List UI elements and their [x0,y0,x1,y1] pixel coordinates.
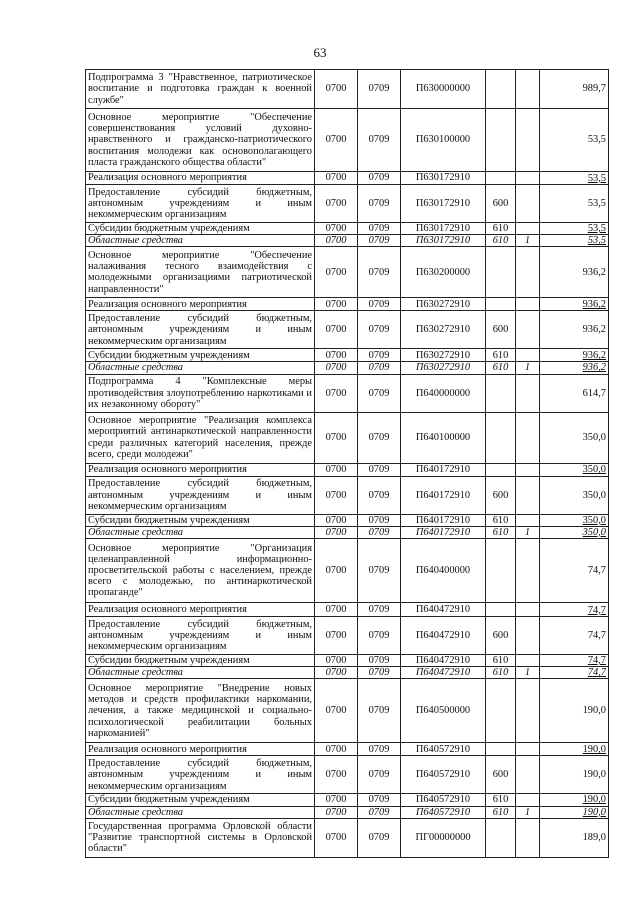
table-row [86,756,609,794]
subsection-code: 0709 [358,526,401,538]
section-code: 0700 [315,756,358,794]
table-row [86,679,609,743]
subsection-code: 0709 [358,756,401,794]
expense-type-code: 610 [486,514,516,526]
target-article-code: П640500000 [401,679,486,743]
amount: 936,2 [540,247,609,298]
row-name: Основное мероприятие "Реализация комплекса мероприятий антинаркотической направленности среди различных категорий населения, прежде всего, среди молодежи" [86,412,315,463]
table-row [86,172,609,185]
section-code: 0700 [315,412,358,463]
table-row [86,476,609,514]
subsection-code: 0709 [358,539,401,603]
target-article-code: П630200000 [401,247,486,298]
section-code: 0700 [315,743,358,756]
expense-type-code [486,539,516,603]
target-article-code: П640572910 [401,743,486,756]
expense-type-code [486,679,516,743]
subsection-code: 0709 [358,235,401,247]
row-name: Областные средства [86,235,315,247]
page-number: 63 [313,45,327,60]
subsection-code: 0709 [358,374,401,412]
row-name: Областные средства [86,806,315,818]
amount: 53,5 [540,223,609,235]
table-row [86,298,609,311]
subsection-code: 0709 [358,617,401,655]
funding-source-code [516,349,540,362]
funding-source-code [516,172,540,185]
subsection-code: 0709 [358,298,401,311]
amount: 936,2 [540,311,609,349]
amount: 989,7 [540,70,609,109]
expense-type-code: 600 [486,756,516,794]
section-code: 0700 [315,655,358,667]
expense-type-code [486,70,516,109]
target-article-code: П630272910 [401,298,486,311]
amount: 190,0 [540,794,609,806]
funding-source-code [516,109,540,172]
subsection-code: 0709 [358,247,401,298]
expense-type-code: 610 [486,655,516,667]
table-row [86,655,609,667]
expense-type-code: 600 [486,311,516,349]
amount: 936,2 [540,349,609,362]
subsection-code: 0709 [358,818,401,857]
expense-type-code: 610 [486,235,516,247]
target-article-code: П630272910 [401,362,486,374]
section-code: 0700 [315,539,358,603]
amount: 53,5 [540,185,609,223]
table-row [86,539,609,603]
subsection-code: 0709 [358,311,401,349]
row-name: Подпрограмма 4 "Комплексные меры противодействия злоупотреблению наркотиками и их незаконному обороту" [86,374,315,412]
section-code: 0700 [315,667,358,679]
subsection-code: 0709 [358,806,401,818]
section-code: 0700 [315,235,358,247]
expense-type-code: 610 [486,526,516,538]
subsection-code: 0709 [358,667,401,679]
target-article-code: П630100000 [401,109,486,172]
row-name: Реализация основного мероприятия [86,743,315,756]
subsection-code: 0709 [358,476,401,514]
expense-type-code [486,412,516,463]
row-name: Реализация основного мероприятия [86,172,315,185]
funding-source-code [516,539,540,603]
amount: 350,0 [540,526,609,538]
budget-table-body [86,70,609,858]
section-code: 0700 [315,818,358,857]
target-article-code: П630172910 [401,185,486,223]
funding-source-code [516,603,540,617]
section-code: 0700 [315,526,358,538]
section-code: 0700 [315,603,358,617]
amount: 74,7 [540,603,609,617]
amount: 53,5 [540,235,609,247]
funding-source-code [516,247,540,298]
target-article-code: П640472910 [401,603,486,617]
section-code: 0700 [315,70,358,109]
expense-type-code [486,247,516,298]
section-code: 0700 [315,463,358,476]
table-row [86,349,609,362]
section-code: 0700 [315,362,358,374]
table-row [86,806,609,818]
funding-source-code [516,463,540,476]
table-row [86,818,609,857]
subsection-code: 0709 [358,794,401,806]
row-name: Основное мероприятие "Организация целенаправленной информационно-просветительской работы с населением, прежде всего с молодежью, по антинаркотической пропаганде" [86,539,315,603]
target-article-code: П640572910 [401,794,486,806]
budget-table [85,69,609,858]
funding-source-code [516,476,540,514]
amount: 189,0 [540,818,609,857]
table-row [86,412,609,463]
table-row [86,743,609,756]
section-code: 0700 [315,349,358,362]
section-code: 0700 [315,172,358,185]
table-row [86,235,609,247]
subsection-code: 0709 [358,109,401,172]
funding-source-code: 1 [516,362,540,374]
expense-type-code [486,603,516,617]
amount: 190,0 [540,806,609,818]
subsection-code: 0709 [358,185,401,223]
funding-source-code [516,794,540,806]
target-article-code: П640172910 [401,526,486,538]
target-article-code: П630172910 [401,235,486,247]
table-row [86,603,609,617]
row-name: Предоставление субсидий бюджетным, автономным учреждениям и иным некоммерческим организациям [86,476,315,514]
amount: 190,0 [540,679,609,743]
table-row [86,374,609,412]
funding-source-code [516,655,540,667]
row-name: Основное мероприятие "Обеспечение совершенствования условий духовно-нравственного и гражданско-патриотического воспитания молодежи как основополагающего пласта гражданского общества области" [86,109,315,172]
table-row [86,514,609,526]
row-name: Предоставление субсидий бюджетным, автономным учреждениям и иным некоммерческим организациям [86,311,315,349]
expense-type-code: 610 [486,806,516,818]
funding-source-code [516,374,540,412]
target-article-code: П640400000 [401,539,486,603]
target-article-code: ПГ00000000 [401,818,486,857]
funding-source-code [516,311,540,349]
funding-source-code [516,514,540,526]
table-row [86,311,609,349]
table-row [86,109,609,172]
target-article-code: П640100000 [401,412,486,463]
table-row [86,667,609,679]
section-code: 0700 [315,679,358,743]
row-name: Областные средства [86,526,315,538]
expense-type-code: 600 [486,617,516,655]
amount: 350,0 [540,463,609,476]
target-article-code: П640472910 [401,667,486,679]
expense-type-code: 600 [486,185,516,223]
subsection-code: 0709 [358,172,401,185]
amount: 190,0 [540,743,609,756]
section-code: 0700 [315,617,358,655]
expense-type-code [486,463,516,476]
row-name: Реализация основного мероприятия [86,463,315,476]
row-name: Предоставление субсидий бюджетным, автономным учреждениям и иным некоммерческим организациям [86,185,315,223]
table-row [86,617,609,655]
row-name: Субсидии бюджетным учреждениям [86,514,315,526]
amount: 74,7 [540,655,609,667]
expense-type-code: 610 [486,794,516,806]
subsection-code: 0709 [358,223,401,235]
amount: 936,2 [540,298,609,311]
expense-type-code: 610 [486,667,516,679]
table-row [86,185,609,223]
target-article-code: П630272910 [401,349,486,362]
expense-type-code: 600 [486,476,516,514]
target-article-code: П630272910 [401,311,486,349]
row-name: Областные средства [86,667,315,679]
section-code: 0700 [315,374,358,412]
funding-source-code [516,679,540,743]
subsection-code: 0709 [358,514,401,526]
row-name: Субсидии бюджетным учреждениям [86,223,315,235]
table-row [86,247,609,298]
row-name: Реализация основного мероприятия [86,298,315,311]
target-article-code: П630000000 [401,70,486,109]
amount: 614,7 [540,374,609,412]
subsection-code: 0709 [358,412,401,463]
section-code: 0700 [315,185,358,223]
subsection-code: 0709 [358,349,401,362]
amount: 74,7 [540,667,609,679]
expense-type-code: 610 [486,223,516,235]
expense-type-code [486,818,516,857]
table-row [86,526,609,538]
funding-source-code [516,756,540,794]
row-name: Субсидии бюджетным учреждениям [86,655,315,667]
funding-source-code [516,617,540,655]
funding-source-code: 1 [516,667,540,679]
expense-type-code [486,743,516,756]
section-code: 0700 [315,476,358,514]
funding-source-code [516,818,540,857]
amount: 74,7 [540,617,609,655]
subsection-code: 0709 [358,70,401,109]
subsection-code: 0709 [358,603,401,617]
funding-source-code [516,70,540,109]
section-code: 0700 [315,223,358,235]
target-article-code: П640572910 [401,806,486,818]
subsection-code: 0709 [358,679,401,743]
funding-source-code [516,298,540,311]
row-name: Подпрограмма 3 "Нравственное, патриотическое воспитание и подготовка граждан к военной службе" [86,70,315,109]
table-row [86,463,609,476]
expense-type-code [486,172,516,185]
expense-type-code: 610 [486,349,516,362]
table-row [86,223,609,235]
section-code: 0700 [315,514,358,526]
subsection-code: 0709 [358,463,401,476]
target-article-code: П640472910 [401,617,486,655]
subsection-code: 0709 [358,362,401,374]
target-article-code: П630172910 [401,172,486,185]
expense-type-code [486,109,516,172]
funding-source-code [516,185,540,223]
subsection-code: 0709 [358,655,401,667]
target-article-code: П640572910 [401,756,486,794]
target-article-code: П630172910 [401,223,486,235]
row-name: Государственная программа Орловской области "Развитие транспортной системы в Орловской области" [86,818,315,857]
row-name: Субсидии бюджетным учреждениям [86,349,315,362]
section-code: 0700 [315,311,358,349]
row-name: Субсидии бюджетным учреждениям [86,794,315,806]
amount: 350,0 [540,476,609,514]
target-article-code: П640472910 [401,655,486,667]
funding-source-code [516,743,540,756]
funding-source-code [516,412,540,463]
funding-source-code: 1 [516,806,540,818]
row-name: Областные средства [86,362,315,374]
section-code: 0700 [315,806,358,818]
expense-type-code [486,374,516,412]
target-article-code: П640172910 [401,514,486,526]
amount: 74,7 [540,539,609,603]
expense-type-code: 610 [486,362,516,374]
amount: 190,0 [540,756,609,794]
funding-source-code: 1 [516,526,540,538]
amount: 53,5 [540,172,609,185]
funding-source-code: 1 [516,235,540,247]
section-code: 0700 [315,109,358,172]
amount: 936,2 [540,362,609,374]
amount: 350,0 [540,514,609,526]
row-name: Реализация основного мероприятия [86,603,315,617]
target-article-code: П640000000 [401,374,486,412]
section-code: 0700 [315,247,358,298]
subsection-code: 0709 [358,743,401,756]
row-name: Предоставление субсидий бюджетным, автономным учреждениям и иным некоммерческим организациям [86,756,315,794]
table-row [86,794,609,806]
amount: 53,5 [540,109,609,172]
target-article-code: П640172910 [401,463,486,476]
table-row [86,362,609,374]
table-row [86,70,609,109]
target-article-code: П640172910 [401,476,486,514]
amount: 350,0 [540,412,609,463]
row-name: Предоставление субсидий бюджетным, автономным учреждениям и иным некоммерческим организациям [86,617,315,655]
section-code: 0700 [315,298,358,311]
section-code: 0700 [315,794,358,806]
expense-type-code [486,298,516,311]
row-name: Основное мероприятие "Внедрение новых методов и средств профилактики наркомании, лечения, а также медицинской и социально-психологической реабилитации больных наркоманией" [86,679,315,743]
row-name: Основное мероприятие "Обеспечение налаживания тесного взаимодействия с молодежными организациями патриотической направленности" [86,247,315,298]
funding-source-code [516,223,540,235]
